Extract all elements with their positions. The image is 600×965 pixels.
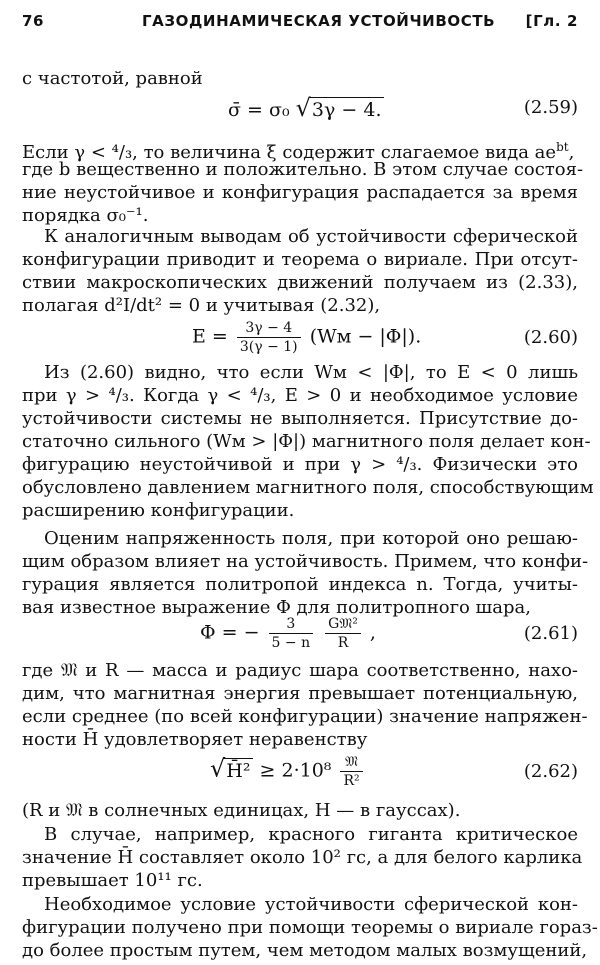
- eq-2-62-radicand: H̄²: [223, 758, 253, 783]
- running-header: [22, 12, 578, 38]
- text-line: фигурации получено при помощи теоремы о вириале гораз-: [22, 917, 598, 938]
- text-line: при γ > ⁴/₃. Когда γ < ⁴/₃, E > 0 и необходимое условие: [22, 385, 578, 406]
- text-line: ности H̄ удовлетворяет неравенству: [22, 729, 368, 750]
- text-line: до более простым путем, чем методом малых возмущений,: [22, 940, 588, 961]
- text-line: гурация является политропой индекса n. Тогда, учиты-: [22, 574, 578, 595]
- text-line: Оценим напряженность поля, при которой оно решаю-: [44, 528, 578, 549]
- text-line: полагая d²I/dt² = 0 и учитывая (2.32),: [22, 295, 381, 316]
- eq-2-61-lhs: Φ = −: [200, 621, 260, 644]
- equation-2-62: [210, 754, 366, 789]
- text-line: устойчивости системы не выполняется. Присутствие до-: [22, 408, 578, 429]
- text-line: порядка σ₀⁻¹.: [22, 205, 149, 226]
- eq-2-60-rhs: (Wм − |Φ|).: [309, 325, 422, 348]
- eq-2-59-radicand: 3γ − 4.: [309, 97, 385, 122]
- eq-2-62-relation: ≥ 2·10⁸: [259, 759, 332, 782]
- text-line: Если γ < ⁴/₃, то величина ξ содержит слагаемое вида $ae^{bt}$,: [22, 140, 575, 163]
- eq-number-2-61: (2.61): [523, 623, 578, 644]
- eq-2-62-fraction: $\frac{\text{𝔐}}{\text{R²}}$: [340, 754, 362, 789]
- eq-number-2-59: (2.59): [523, 97, 578, 118]
- chapter-label: [Гл. 2: [525, 12, 578, 30]
- text-line: дим, что магнитная энергия превышает потенциальную,: [22, 683, 578, 704]
- text-line: превышает 10¹¹ гс.: [22, 870, 203, 891]
- text-line: конфигурации приводит и теорема о вириале. При отсут-: [22, 249, 578, 270]
- eq-2-60-lhs: E =: [192, 325, 228, 348]
- text-line: (R и 𝔐 в солнечных единицах, H — в гауссах).: [22, 800, 461, 821]
- equation-2-59: [228, 96, 384, 122]
- text-line: значение H̄ составляет около 10² гс, а для белого карлика: [22, 847, 583, 868]
- eq-number-2-62: (2.62): [523, 761, 578, 782]
- text-line: где 𝔐 и R — масса и радиус шара соответственно, нахо-: [22, 660, 578, 681]
- sqrt-icon: √: [295, 94, 311, 122]
- running-title: ГАЗОДИНАМИЧЕСКАЯ УСТОЙЧИВОСТЬ: [142, 12, 496, 30]
- text-line: расширению конфигурации.: [22, 500, 295, 521]
- sqrt-icon: √: [210, 754, 226, 783]
- text-line: щим образом влияет на устойчивость. Примем, что конфи-: [22, 551, 589, 572]
- eq-2-60-fraction: $\frac{3\gamma - 4}{3(\gamma - 1)}$: [237, 320, 301, 355]
- text-line: вая известное выражение Φ для политропного шара,: [22, 597, 532, 618]
- equation-2-61: Φ = − $\frac{3}{5 - n}$ $\frac{\text{G𝔐²}}{R}$ ,: [200, 616, 376, 651]
- text-line: Необходимое условие устойчивости сферической кон-: [44, 894, 578, 915]
- text-line: если среднее (по всей конфигурации) значение напряжен-: [22, 706, 588, 727]
- text-line: статочно сильного (Wм > |Φ|) магнитного поля делает кон-: [22, 431, 591, 452]
- text-line: В случае, например, красного гиганта критическое: [44, 824, 578, 845]
- eq-2-61-fraction-1: $\frac{3}{5 - n}$: [269, 616, 314, 651]
- text-line: обусловлено давлением магнитного поля, способствующим: [22, 477, 594, 498]
- text-line: Из (2.60) видно, что если Wм < |Φ|, то E < 0 лишь: [44, 362, 578, 383]
- eq-2-59-lhs: σ̄ = σ₀: [228, 99, 290, 121]
- text-line: с частотой, равной: [22, 68, 203, 89]
- eq-number-2-60: (2.60): [523, 327, 578, 348]
- eq-2-61-fraction-2: $\frac{\text{G𝔐²}}{R}$: [325, 616, 361, 651]
- text-line: К аналогичным выводам об устойчивости сферической: [44, 226, 578, 247]
- text-line: где b вещественно и положительно. В этом случае состоя-: [22, 159, 584, 180]
- equation-2-60: [192, 320, 421, 355]
- text-line: фигурацию неустойчивой и при γ > ⁴/₃. Физически это: [22, 454, 578, 475]
- text-line: ствии макроскопических движений получаем из (2.33),: [22, 272, 578, 293]
- text-line: ние неустойчивое и конфигурация распадается за время: [22, 182, 578, 203]
- page-number: 76: [22, 12, 45, 30]
